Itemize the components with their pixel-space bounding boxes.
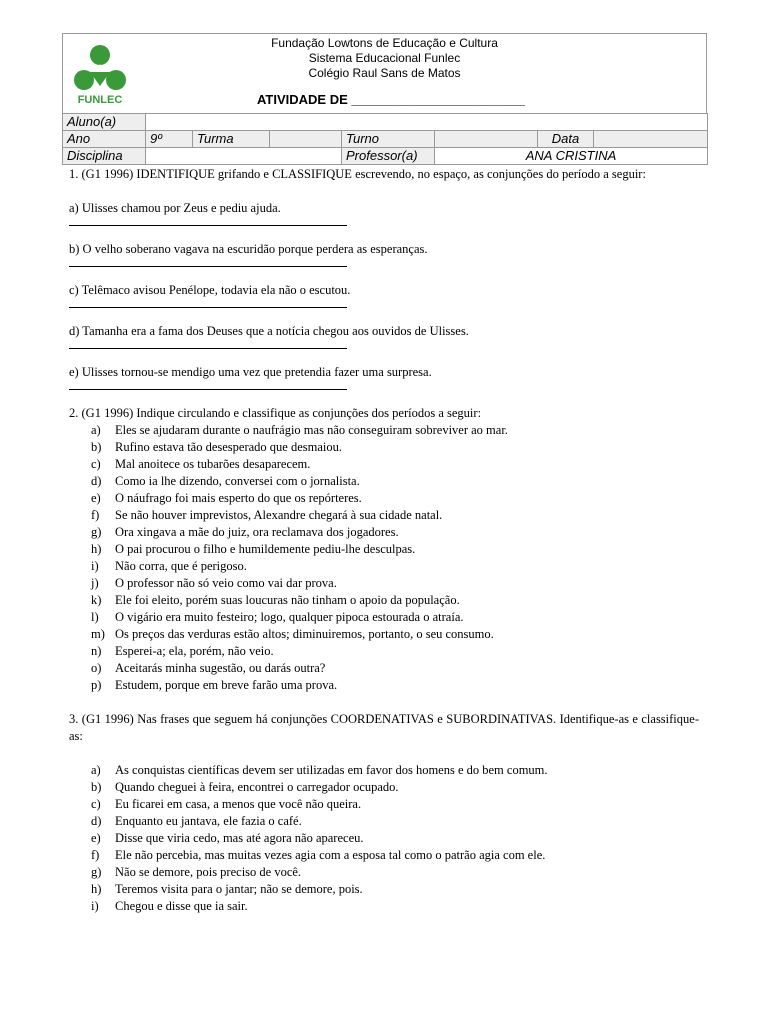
row-aluno — [63, 114, 708, 131]
ano-label: Ano — [63, 131, 146, 148]
list-item — [91, 507, 699, 524]
item-marker: g) — [91, 865, 102, 879]
list-item — [91, 762, 699, 779]
list-item — [91, 524, 699, 541]
q1-item-e: e) Ulisses tornou-se mendigo uma vez que pretendia fazer uma surpresa. — [69, 365, 432, 379]
college-name: Colégio Raul Sans de Matos — [308, 66, 461, 80]
item-marker: m) — [91, 627, 105, 641]
item-text: Ele não percebia, mas muitas vezes agia com a esposa tal como o patrão agia com ele. — [115, 848, 546, 862]
item-text: Rufino estava tão desesperado que desmaiou. — [115, 440, 343, 454]
ano-value: 9º — [146, 131, 193, 148]
item-text: O náufrago foi mais esperto do que os repórteres. — [115, 491, 362, 505]
item-marker: a) — [91, 763, 101, 777]
item-text: Eles se ajudaram durante o naufrágio mas não conseguiram sobreviver ao mar. — [115, 423, 508, 437]
item-text: Quando cheguei à feira, encontrei o carregador ocupado. — [115, 780, 399, 794]
question-3-list — [69, 762, 699, 915]
turno-label: Turno — [342, 131, 435, 148]
question-2-prompt: 2. (G1 1996) Indique circulando e classifique as conjunções dos períodos a seguir: — [69, 406, 482, 420]
item-marker: b) — [91, 780, 102, 794]
data-label: Data — [538, 131, 594, 148]
turma-field[interactable] — [270, 131, 342, 148]
item-marker: k) — [91, 593, 102, 607]
list-item — [91, 779, 699, 796]
q1-item-c: c) Telêmaco avisou Penélope, todavia ela não o escutou. — [69, 283, 351, 297]
question-2-list — [69, 422, 699, 694]
item-marker: f) — [91, 508, 100, 522]
row-ano — [63, 131, 708, 148]
item-marker: l) — [91, 610, 99, 624]
list-item — [91, 422, 699, 439]
list-item — [91, 490, 699, 507]
item-text: Disse que viria cedo, mas até agora não apareceu. — [115, 831, 364, 845]
item-marker: a) — [91, 423, 101, 437]
item-marker: i) — [91, 559, 99, 573]
item-marker: g) — [91, 525, 102, 539]
list-item — [91, 677, 699, 694]
question-3-prompt: 3. (G1 1996) Nas frases que seguem há conjunções COORDENATIVAS e SUBORDINATIVAS. Identifique-as e classifique-as: — [69, 712, 699, 743]
item-marker: i) — [91, 899, 99, 913]
foundation-name: Fundação Lowtons de Educação e Cultura — [271, 36, 498, 50]
list-item — [91, 643, 699, 660]
q1-answer-line-e[interactable] — [69, 381, 347, 390]
item-marker: f) — [91, 848, 100, 862]
item-text: Não se demore, pois preciso de você. — [115, 865, 302, 879]
item-marker: h) — [91, 542, 102, 556]
list-item — [91, 847, 699, 864]
worksheet-content — [69, 166, 699, 915]
item-marker: o) — [91, 661, 102, 675]
turma-label: Turma — [193, 131, 270, 148]
list-item — [91, 626, 699, 643]
item-marker: e) — [91, 491, 101, 505]
item-text: Enquanto eu jantava, ele fazia o café. — [115, 814, 302, 828]
item-text: As conquistas científicas devem ser utilizadas em favor dos homens e do bem comum. — [115, 763, 548, 777]
q1-answer-line-a[interactable] — [69, 217, 347, 226]
q1-answer-line-d[interactable] — [69, 340, 347, 349]
q1-item-b: b) O velho soberano vagava na escuridão porque perdera as esperanças. — [69, 242, 428, 256]
list-item — [91, 541, 699, 558]
item-text: Mal anoitece os tubarões desaparecem. — [115, 457, 311, 471]
question-1 — [69, 166, 699, 390]
document-header — [62, 33, 707, 114]
item-text: Eu ficarei em casa, a menos que você não queira. — [115, 797, 362, 811]
list-item — [91, 813, 699, 830]
list-item — [91, 830, 699, 847]
logo-text: FUNLEC — [77, 94, 123, 106]
item-marker: d) — [91, 814, 102, 828]
item-text: Aceitarás minha sugestão, ou darás outra? — [115, 661, 326, 675]
list-item — [91, 456, 699, 473]
item-text: Esperei-a; ela, porém, não veio. — [115, 644, 274, 658]
q1-answer-line-b[interactable] — [69, 258, 347, 267]
item-marker: c) — [91, 797, 101, 811]
list-item — [91, 609, 699, 626]
system-name: Sistema Educacional Funlec — [308, 51, 461, 65]
item-marker: n) — [91, 644, 102, 658]
aluno-label: Aluno(a) — [63, 114, 146, 131]
item-text: Os preços das verduras estão altos; diminuiremos, portanto, o seu consumo. — [115, 627, 494, 641]
professor-label: Professor(a) — [342, 148, 435, 165]
item-marker: e) — [91, 831, 101, 845]
school-name-block — [63, 36, 706, 81]
list-item — [91, 660, 699, 677]
row-disciplina — [63, 148, 708, 165]
item-marker: b) — [91, 440, 102, 454]
q1-item-a: a) Ulisses chamou por Zeus e pediu ajuda. — [69, 201, 281, 215]
item-marker: p) — [91, 678, 102, 692]
list-item — [91, 558, 699, 575]
item-marker: d) — [91, 474, 102, 488]
list-item — [91, 575, 699, 592]
item-text: Ora xingava a mãe do juiz, ora reclamava dos jogadores. — [115, 525, 399, 539]
student-info-table — [62, 113, 708, 165]
disciplina-field[interactable] — [146, 148, 342, 165]
list-item — [91, 439, 699, 456]
item-text: O pai procurou o filho e humildemente pediu-lhe desculpas. — [115, 542, 416, 556]
item-text: Teremos visita para o jantar; não se demore, pois. — [115, 882, 363, 896]
question-3 — [69, 711, 699, 915]
item-marker: c) — [91, 457, 101, 471]
question-2 — [69, 405, 699, 694]
item-marker: h) — [91, 882, 102, 896]
question-1-prompt: 1. (G1 1996) IDENTIFIQUE grifando e CLASSIFIQUE escrevendo, no espaço, as conjunções do período a seguir: — [69, 167, 646, 181]
turno-field[interactable] — [435, 131, 538, 148]
q1-answer-line-c[interactable] — [69, 299, 347, 308]
list-item — [91, 881, 699, 898]
disciplina-label: Disciplina — [63, 148, 146, 165]
item-text: Ele foi eleito, porém suas loucuras não tinham o apoio da população. — [115, 593, 460, 607]
item-text: Chegou e disse que ia sair. — [115, 899, 248, 913]
list-item — [91, 898, 699, 915]
list-item — [91, 796, 699, 813]
aluno-field[interactable] — [146, 114, 708, 131]
list-item — [91, 473, 699, 490]
list-item — [91, 864, 699, 881]
item-text: Como ia lhe dizendo, conversei com o jornalista. — [115, 474, 360, 488]
data-field[interactable] — [594, 131, 708, 148]
item-marker: j) — [91, 576, 99, 590]
list-item — [91, 592, 699, 609]
item-text: O vigário era muito festeiro; logo, qualquer pipoca estourada o atraía. — [115, 610, 464, 624]
professor-value: ANA CRISTINA — [435, 148, 708, 165]
item-text: Estudem, porque em breve farão uma prova. — [115, 678, 338, 692]
item-text: Se não houver imprevistos, Alexandre chegará à sua cidade natal. — [115, 508, 443, 522]
item-text: Não corra, que é perigoso. — [115, 559, 247, 573]
activity-title: ATIVIDADE DE ________________________ — [257, 92, 525, 107]
item-text: O professor não só veio como vai dar prova. — [115, 576, 337, 590]
q1-item-d: d) Tamanha era a fama dos Deuses que a notícia chegou aos ouvidos de Ulisses. — [69, 324, 469, 338]
